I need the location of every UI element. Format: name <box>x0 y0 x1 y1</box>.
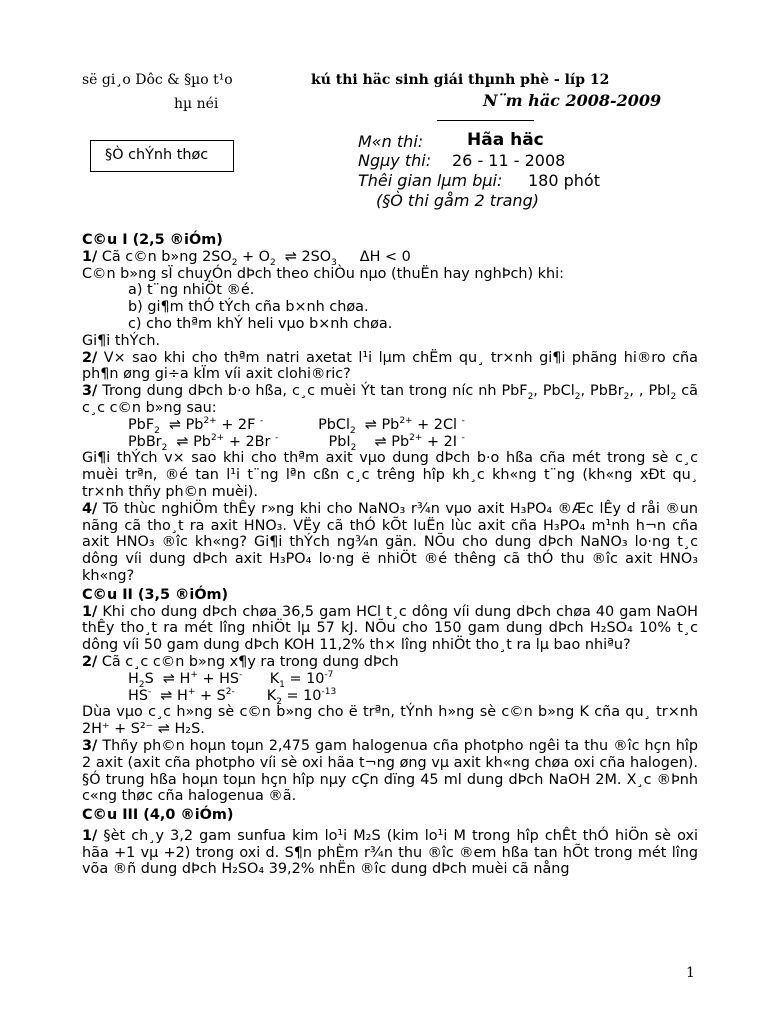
question-2-heading: C©u II (3,5 ®iÓm) <box>82 586 229 603</box>
q1-eq-text-c: ⇌ 2SO <box>284 248 332 265</box>
q1-part-3-explain: Gi¶i thÝch v× sao khi cho thªm axit vµo dung dÞch b·o hßa cña mét trong sè c¸c muèi trªn, ®é tan l¹i t¨ng lªn cßn c¸c trêng hîp kh¸c kh«ng t¨ng (kh«ng xÐt qu¸ tr×nh thñy ph©n muèi). <box>82 450 698 500</box>
equilibria-row-1: PbF$_2$ ⇌ $Pb^{2+} + 2F$ - PbCl$_2$ ⇌ $Pb^{2+} + 2Cl$ - <box>128 415 465 436</box>
q2-equilibrium-1: $H_2S$ ⇌ H+ + HS- $K_1 = 10^{-7}$ <box>128 669 334 690</box>
q1-part-2 <box>82 350 698 384</box>
q2-part-2-task: Dùa vµo c¸c h»ng sè c©n b»ng cho ë trªn, tÝnh h»ng sè c©n b»ng K cña qu¸ tr×nh 2H⁺ + S²⁻ ⇌ H₂S. <box>82 704 698 738</box>
eq-2br: + 2Br <box>228 433 271 450</box>
eq-2i: + 2I <box>426 433 458 450</box>
subject-value: Hãa häc <box>467 130 544 150</box>
q1-part-1-number: 1/ <box>82 248 98 265</box>
q3-part-1-text: §èt ch¸y 3,2 gam sunfua kim lo¹i M₂S (kim lo¹i M trong hîp chÊt thÓ hiÖn sè oxi hãa +1 vµ +2) trong oxi d. S¶n phÈm r¾n thu ®îc ®em hßa tan hÕt trong mét lîng võa ®ñ dung dÞch H₂SO₄ 39,2% nhËn ®îc dung dÞch muèi cã nång <box>82 827 699 878</box>
q3-part-1 <box>82 828 698 878</box>
pages-note: (§Ò thi gåm 2 trang) <box>376 191 539 210</box>
q2-k1-label: K <box>269 670 280 687</box>
q2-part-1-number: 1/ <box>82 603 98 620</box>
eq-2f: + 2F <box>221 416 256 433</box>
q2-k2-value: = 10 <box>286 687 322 704</box>
q1-part-3-text-c: , PbBr <box>580 383 624 400</box>
eq-pbi2: PbI <box>328 433 351 450</box>
eq-arrow-3: ⇌ Pb <box>176 433 211 450</box>
q1-eq-enthalpy: ΔH < 0 <box>359 248 411 265</box>
q2-part-1-text: Khi cho dung dÞch chøa 36,5 gam HCl t¸c dông víi dung dÞch chøa 40 gam NaOH thÊy tho¸t ra mét lîng nhiÖt lµ 57 kJ. NÕu cho 150 gam dung dÞch H₂SO₄ 10% t¸c dông víi 50 gam dung dÞch KOH 11,2% th× lîng nhiÖt tho¸t ra lµ bao nhiªu? <box>82 603 699 654</box>
q1-option-b: b) gi¶m thÓ tÝch cña b×nh chøa. <box>128 299 369 316</box>
q2-part-3 <box>82 738 698 805</box>
q1-part-3-text-b: , PbCl <box>533 383 575 400</box>
q1-part-3-number: 3/ <box>82 383 98 400</box>
q1-part-4 <box>82 501 698 585</box>
page-number: 1 <box>686 965 695 981</box>
q2-equilibrium-2: HS- ⇌ $H^+ + S^{2-}$ $K_2 = 10^{-13}$ <box>128 686 337 707</box>
q2-k2-exponent: -13 <box>321 686 337 697</box>
q2-k2-label: K <box>266 687 277 704</box>
q1-part-3-text-d: , PbI <box>638 383 671 400</box>
time-value: 180 phót <box>528 171 600 190</box>
q1-eq-text-b: + O <box>242 248 270 265</box>
q3-part-1-number: 1/ <box>82 827 98 844</box>
q2-eq2-right: + S <box>199 687 226 704</box>
q2-part-2 <box>82 654 698 671</box>
q2-eq2-mid: ⇌ H <box>160 687 188 704</box>
q1-part-3: 3/ Trong dung dÞch b·o hßa, c¸c muèi Ýt tan trong níc nh PbF$_2$, PbCl$_2$, PbBr$_2$, , PbI$_2$ cã c¸c c©n b»ng sau: <box>82 383 698 416</box>
q2-k1-exponent: -7 <box>324 669 334 680</box>
date-label: Ngµy thi: <box>358 151 432 170</box>
eq-pbbr2: PbBr <box>128 433 162 450</box>
official-exam-label: §Ò chÝnh thøc <box>105 147 209 163</box>
q2-part-2-text: Cã c¸c c©n b»ng x¶y ra trong dung dÞch <box>101 653 399 670</box>
q2-part-3-number: 3/ <box>82 737 98 754</box>
q1-option-c: c) cho thªm khÝ heli vµo b×nh chøa. <box>128 315 393 332</box>
q1-part-3-text-a: Trong dung dÞch b·o hßa, c¸c muèi Ýt tan trong níc nh PbF <box>102 383 528 400</box>
question-3-heading: C©u III (4,0 ®iÓm) <box>82 807 234 824</box>
time-label: Thêi gian lµm bµi: <box>358 171 503 190</box>
exam-content <box>82 232 698 878</box>
q1-eq-text-a: Cã c©n b»ng 2SO <box>101 248 232 265</box>
exam-title: kú thi häc sinh giái thµnh phè - líp 12 <box>311 72 610 88</box>
q1-part-4-text: Tõ thùc nghiÖm thÊy r»ng khi cho NaNO₃ r¾n vµo axit H₃PO₄ ®Æc lÊy d råi ®un nãng cã tho¸t ra axit HNO₃. VËy cã thÓ kÕt luËn lùc axit cña H₃PO₄ m¹nh h¬n cña axit HNO₃ ®îc kh«ng? Gi¶i thÝch ng¾n gän. NÕu cho dung dÞch NaNO₃ lo·ng t¸c dông víi dung dÞch axit H₃PO₄ lo·ng ë nhiÖt ®é thêng cã thÓ thu ®îc axit HNO₃ kh«ng? <box>82 500 698 584</box>
official-exam-box <box>90 140 234 172</box>
q1-part-4-number: 4/ <box>82 500 98 517</box>
subject-label: M«n thi: <box>358 132 424 151</box>
q2-k1-value: = 10 <box>289 670 325 687</box>
eq-arrow-1: ⇌ Pb <box>168 416 204 433</box>
q2-eq1-mid: S ⇌ H <box>144 670 191 687</box>
q1-part-2-text: V× sao khi cho thªm natri axetat l¹i lµm chËm qu¸ tr×nh gi¶i phãng hi®ro cña ph¶n øng gi÷a kÏm víi axit clohi®ric? <box>82 349 698 383</box>
eq-2cl: + 2Cl <box>417 416 458 433</box>
school-year: N¨m häc 2008-2009 <box>483 91 662 110</box>
header-divider <box>437 120 534 121</box>
q2-part-2-number: 2/ <box>82 653 98 670</box>
department-name: së gi¸o Dôc & §µo t¹o <box>82 72 233 88</box>
q2-eq2-left: HS <box>128 687 148 704</box>
q1-part-2-number: 2/ <box>82 349 98 366</box>
q2-eq1-right: + HS <box>202 670 240 687</box>
q1-part-1-question: C©n b»ng sÏ chuyÓn dÞch theo chiÒu nµo (thuËn hay nghÞch) khi: <box>82 265 564 282</box>
q1-option-a: a) t¨ng nhiÖt ®é. <box>128 282 255 299</box>
eq-pbf2: PbF <box>128 416 155 433</box>
equilibria-row-2: PbBr$_2$ ⇌ $Pb^{2+} + 2Br$ - PbI$_2$ ⇌ $Pb^{2+} + 2I$ - <box>128 432 465 453</box>
q2-eq1-left: H <box>128 670 139 687</box>
q2-part-1 <box>82 604 698 654</box>
eq-pbcl2: PbCl <box>318 416 350 433</box>
eq-arrow-4: ⇌ Pb <box>374 433 410 450</box>
question-1-heading: C©u I (2,5 ®iÓm) <box>82 232 223 248</box>
q1-part-1-line: 1/ Cã c©n b»ng $2SO_2 + O_2$ ⇌ $2SO_3$ ΔH < 0 <box>82 248 411 268</box>
q2-part-3-text: Thñy ph©n hoµn toµn 2,475 gam halogenua cña photpho ngêi ta thu ®îc hçn hîp 2 axit (axit cña photpho víi sè oxi hãa t¬ng øng vµ axit kh«ng chøa oxi cña halogen). §Ó trung hßa hoµn toµn hçn hîp nµy cÇn dïng 45 ml dung dÞch NaOH 2M. X¸c ®Þnh c«ng thøc cña halogenua ®ã. <box>82 737 699 805</box>
q1-part-1-explain: Gi¶i thÝch. <box>82 332 161 349</box>
eq-arrow-2: ⇌ Pb <box>364 416 400 433</box>
q1-part-3-text-e: cã c¸c c©n b»ng sau: <box>82 383 698 416</box>
date-value: 26 - 11 - 2008 <box>452 151 566 170</box>
city-name: hµ néi <box>174 96 219 112</box>
